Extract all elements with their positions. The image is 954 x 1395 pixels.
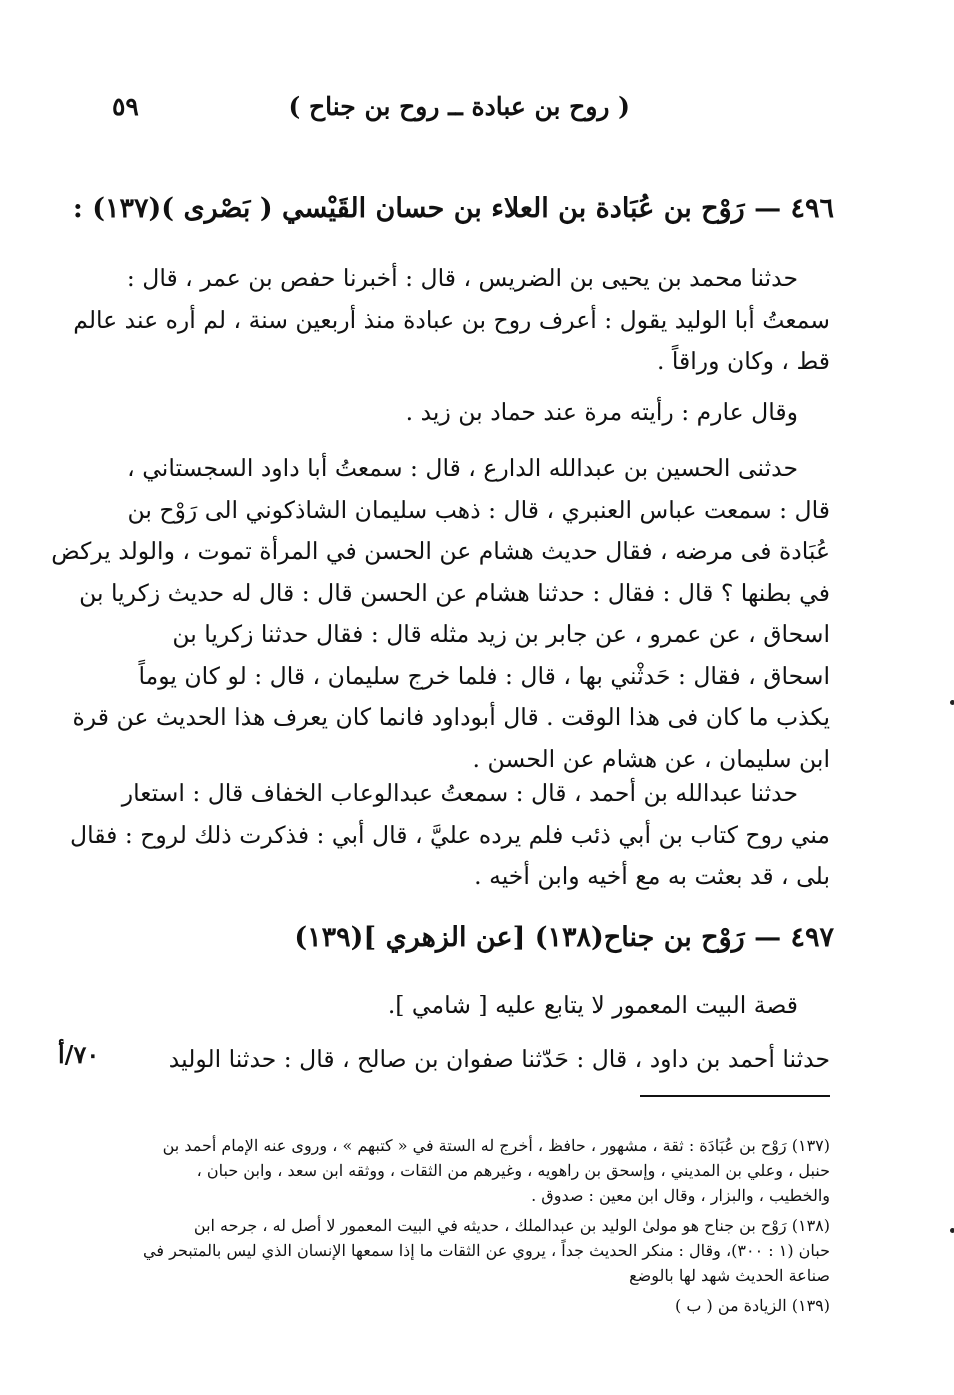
- text-line: حدثنا أحمد بن داود ، قال : حَدّثنا صفوان بن صالح ، قال : حدثنا الوليد: [168, 1045, 830, 1073]
- scan-speck: [950, 700, 954, 705]
- paragraph-3: [51, 448, 830, 780]
- page-number: ٥٩: [112, 92, 139, 121]
- text-line: مني روح كتاب بن أبي ذئب فلم يرده عليَّ ، قال أبي : فذكرت ذلك لروح : فقال: [70, 820, 830, 849]
- text-line: يكذب ما كان فى هذا الوقت . قال أبوداود فانما كان يعرف هذا الحديث عن قرة: [72, 703, 830, 731]
- footnote-139: [125, 1293, 830, 1318]
- text-line: قصة البيت المعمور لا يتابع عليه [ شامي ].: [387, 991, 798, 1019]
- footnote-137: [125, 1133, 830, 1208]
- entry-496-title: ٤٩٦ — رَوْح بن عُبَادة بن العلاء بن حسان القَيْسي ( بَصْرى )(١٣٧) :: [72, 193, 834, 224]
- paragraph-4: [70, 773, 830, 898]
- text-line: حدثنا محمد بن يحيى بن الضريس ، قال : أخبرنا حفص بن عمر ، قال :: [126, 264, 798, 292]
- footnote-line: حبان (١ : ٣٠٠)، وقال : منكر الحديث جداً ، يروي عن الثقات ما إذا سمعها الإنسان الذي ليس بالمتبحر في: [143, 1241, 830, 1260]
- text-line: وقال عارم : رأيته مرة عند حماد بن زيد .: [405, 398, 798, 426]
- text-line: قال : سمعت عباس العنبري ، قال : ذهب سليمان الشاذكوني الى رَوْح بن: [127, 495, 830, 524]
- footnote-divider: [640, 1095, 830, 1097]
- scan-speck: [950, 1228, 954, 1233]
- entry-497-title: ٤٩٧ — رَوْح بن جناح(١٣٨) [عن الزهري ](١٣٩): [294, 922, 834, 953]
- text-line: عُبَادة فى مرضه ، فقال حديث هشام عن الحسن في المرأة تموت ، والولد يركض: [51, 537, 830, 565]
- paragraph-6: [125, 1039, 830, 1081]
- text-line: بلى ، قد بعثت به مع أخيه وابن أخيه .: [474, 862, 830, 890]
- paragraph-1: [73, 258, 830, 383]
- text-line: حدثنى الحسين بن عبدالله الدارع ، قال : سمعتُ أبا داود السجستاني ،: [127, 454, 798, 482]
- text-line: ابن سليمان ، عن هشام عن الحسن .: [472, 744, 830, 773]
- text-line: اسحاق ، فقال : حَدثْني بها ، قال : فلما خرج سليمان ، قال : لو كان يوماً: [138, 661, 830, 690]
- paragraph-5: [125, 985, 830, 1027]
- text-line: حدثنا عبدالله بن أحمد ، قال : سمعتُ عبدالوعاب الخفاف قال : استعار: [121, 779, 798, 807]
- footnote-line: (١٣٧) رَوْح بن عُبَادَة : ثقة ، مشهور ، حافظ ، أخرج له الستة في « كتبهم » ، وروى عنه الإمام أحمد بن: [162, 1136, 830, 1155]
- margin-reference: ٧٠/أ: [58, 1040, 100, 1069]
- footnote-line: (١٣٨) رَوْح بن جناح هو مولىٰ الوليد بن عبدالملك ، حديثه في البيت المعمور لا أصل له ، جرحه ابن: [193, 1216, 830, 1235]
- footnote-line: (١٣٩) الزيادة من ( ب ): [675, 1296, 830, 1315]
- text-line: سمعتُ أبا الوليد يقول : أعرف روح بن عبادة منذ أربعين سنة ، لم أره عند عالم: [73, 305, 830, 334]
- text-line: اسحاق ، عن عمرو ، عن جابر بن زيد مثله قال : فقال حدثنا زكريا بن: [172, 620, 830, 648]
- text-line: في بطنها ؟ قال : فقال : حدثنا هشام عن الحسن قال : قال له حديث زكريا بن: [79, 578, 830, 607]
- footnote-line: صناعة الحديث شهد لها بالوضع: [629, 1266, 830, 1285]
- paragraph-2: [125, 392, 830, 434]
- footnote-line: والخطيب ، والبزار ، وقال ابن معين : صدوق .: [531, 1186, 830, 1205]
- running-head: ( روح بن عبادة ــ روح بن جناح ): [288, 92, 630, 121]
- footnote-line: حنبل ، وعلي بن المديني ، وإسحق بن راهويه ، وغيرهم من الثقات ، ووثقه ابن سعد ، وابن حبان ،: [196, 1161, 830, 1180]
- text-line: قط ، وكان وراقاً .: [656, 347, 830, 375]
- footnote-138: [125, 1213, 830, 1288]
